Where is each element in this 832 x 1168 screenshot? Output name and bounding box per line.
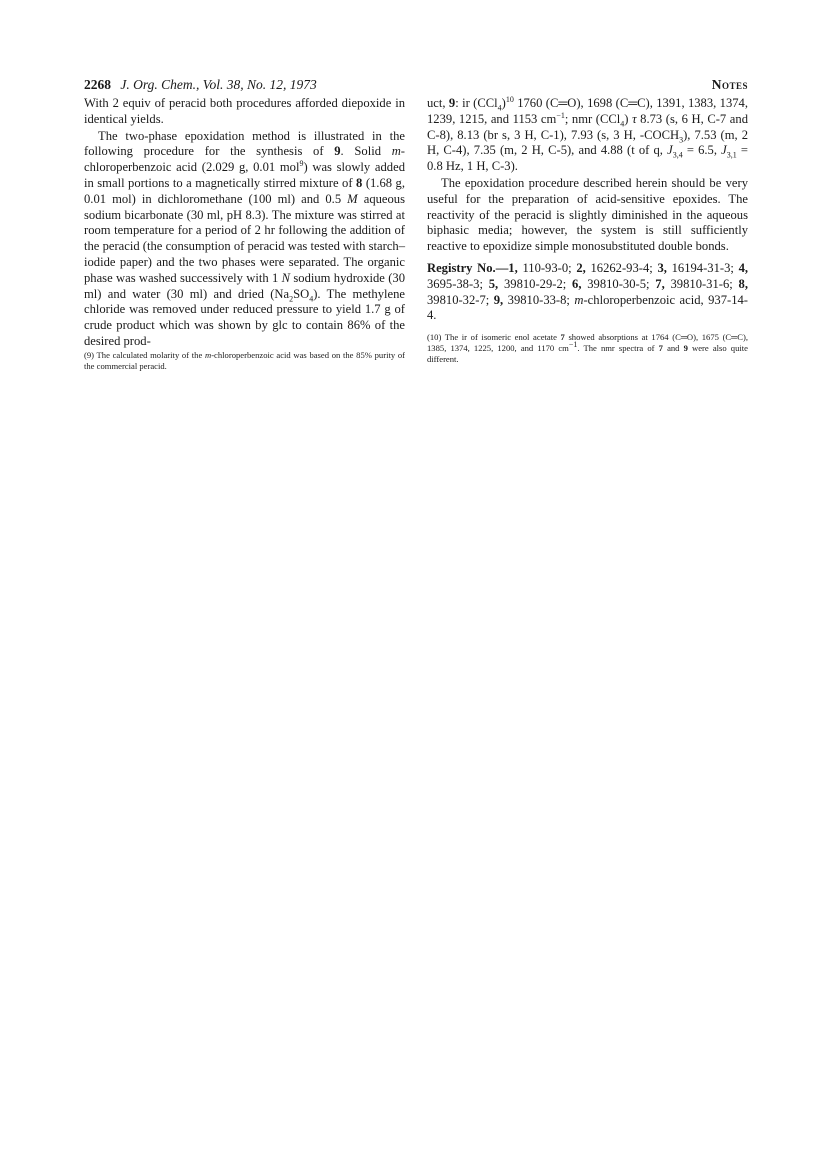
paragraph-conclusion: The epoxidation procedure described herein should be very useful for the preparation of acid-sensitive epoxides. The reactivity of the peracid is slightly diminished in the aqueous biphasic media; however, the system is still sufficiently reactive to epoxidize simple monosubstituted double bonds. <box>427 175 748 254</box>
journal-citation <box>120 77 316 92</box>
text-run: m <box>204 349 212 360</box>
registry-compound: 5, <box>488 276 499 291</box>
footnote-9 <box>84 350 405 372</box>
registry-value: 16194-31-3; <box>666 260 739 275</box>
registry-compound: 9, <box>493 292 504 307</box>
superscript: −1 <box>568 340 578 350</box>
text-run: aqueous sodium bicarbonate (30 ml, pH 8.3). The mixture was stirred at room temperature for a period of 2 hr following the addition of the peracid (the consumption of peracid was tested with starch–iodide paper) and the two phases were separated. The organic phase was washed successively with 1 <box>84 191 405 285</box>
text-run: SO <box>293 286 310 301</box>
subscript: 4 <box>497 103 502 113</box>
text-run: ) was slowly added in small portions to a magnetically stirred mixture of <box>84 160 405 190</box>
right-column <box>427 96 748 365</box>
registry-value: 39810-29-2; <box>498 276 573 291</box>
subscript: 3,4 <box>672 150 683 160</box>
text-run: were also quite different. <box>427 343 748 365</box>
superscript: −1 <box>556 110 565 120</box>
subscript: 2 <box>289 294 294 304</box>
text-run: -chloroperbenzoic acid, 937-14-4. <box>427 292 749 323</box>
compound-ref: 8 <box>356 175 363 190</box>
text-run: ; nmr (CCl <box>564 111 621 126</box>
text-run: 1760 (C═O), 1698 (C═C), 1391, 1383, 1374, 1239, 1215, and 1153 cm <box>427 96 748 126</box>
subscript: 4 <box>620 119 625 129</box>
compound-ref: 7 <box>658 343 663 354</box>
text-run: : ir (CCl <box>455 96 498 110</box>
registry-value: 16262-93-4; <box>585 260 658 275</box>
subscript: 3,1 <box>726 150 737 160</box>
section-label: Notes <box>711 77 748 92</box>
journal-name: J. Org. Chem., <box>120 77 200 92</box>
text-run: J <box>667 143 673 158</box>
registry-compound: 4, <box>738 260 749 275</box>
left-column <box>84 96 405 372</box>
compound-ref: 9 <box>448 96 456 110</box>
text-run: = 0.8 Hz, 1 H, C-3). <box>427 143 748 174</box>
text-run: m <box>574 292 584 307</box>
registry-compound: 7, <box>655 276 665 291</box>
registry-compound: —1, <box>495 260 518 275</box>
registry-value: 39810-31-6; <box>664 276 739 291</box>
registry-numbers <box>427 261 748 324</box>
registry-compound: 8, <box>738 276 748 291</box>
text-run: ) <box>624 111 633 126</box>
registry-compound: 2, <box>576 260 586 275</box>
text-run: 8.73 (s, 6 H, C-7 and C-8), 8.13 (br s, 3 H, C-1), 7.93 (s, 3 H, -COCH <box>427 111 748 142</box>
page-number: 2268 <box>84 77 111 92</box>
registry-compound: 3, <box>657 260 667 275</box>
text-run: m <box>391 144 401 159</box>
compound-ref: 9 <box>334 144 341 159</box>
text-run: sodium hydroxide (30 ml) and water (30 ml) and dried (Na <box>84 270 405 301</box>
text-run: -chloroperbenzoic acid (2.029 g, 0.01 mol <box>84 144 405 175</box>
text-run: τ <box>632 111 637 126</box>
registry-value: 3695-38-3; <box>427 276 489 291</box>
running-header <box>84 77 748 93</box>
text-run: ) <box>501 96 506 110</box>
volume-issue: Vol. 38, No. 12, 1973 <box>202 77 317 92</box>
text-run: J <box>721 143 727 158</box>
footnote-ref: 10 <box>505 94 514 104</box>
text-run: . Solid <box>340 144 392 159</box>
registry-value: 39810-33-8; <box>503 292 575 307</box>
registry-value: 39810-30-5; <box>581 276 656 291</box>
subscript: 3 <box>679 135 684 145</box>
registry-value: 39810-32-7; <box>427 292 494 307</box>
text-run: and <box>662 343 684 354</box>
text-run: uct, <box>427 96 449 110</box>
text-run: ), 7.53 (m, 2 H, C-4), 7.35 (m, 2 H, C-5), and 4.88 (t of q, <box>427 127 748 158</box>
text-run: showed absorptions at 1764 (C═O), 1675 (C═C), 1385, 1374, 1225, 1200, and 1170 cm <box>427 332 748 354</box>
footnote-10 <box>427 332 748 365</box>
registry-value: 110-93-0; <box>517 260 577 275</box>
compound-ref: 7 <box>560 332 565 343</box>
text-run: . The nmr spectra of <box>577 343 659 354</box>
text-run: = 6.5, <box>682 143 722 158</box>
text-run: -chloroperbenzoic acid was based on the 85% purity of the commercial peracid. <box>84 349 405 371</box>
text-run: ). The methylene chloride was removed under reduced pressure to yield 1.7 g of crude product which was shown by glc to contain 86% of the desired prod- <box>84 286 405 348</box>
paragraph-spectra <box>427 96 748 175</box>
compound-ref: 9 <box>683 343 688 354</box>
paragraph-procedure <box>84 129 405 350</box>
text-run: (10) The ir of isomeric enol acetate <box>427 332 561 343</box>
registry-compound: 6, <box>572 276 582 291</box>
registry-label: Registry No. <box>427 260 496 275</box>
text-run: N <box>281 270 291 285</box>
text-run: M <box>347 191 358 206</box>
text-run: (9) The calculated molarity of the <box>84 349 205 360</box>
text-run: (1.68 g, 0.01 mol) in dichloromethane (100 ml) and 0.5 <box>84 175 405 206</box>
paragraph-diepoxide: With 2 equiv of peracid both procedures afforded diepoxide in identical yields. <box>84 96 405 126</box>
subscript: 4 <box>309 294 314 304</box>
footnote-ref: 9 <box>299 159 304 168</box>
text-run: The two-phase epoxidation method is illustrated in the following procedure for the synthesis of <box>84 128 405 159</box>
